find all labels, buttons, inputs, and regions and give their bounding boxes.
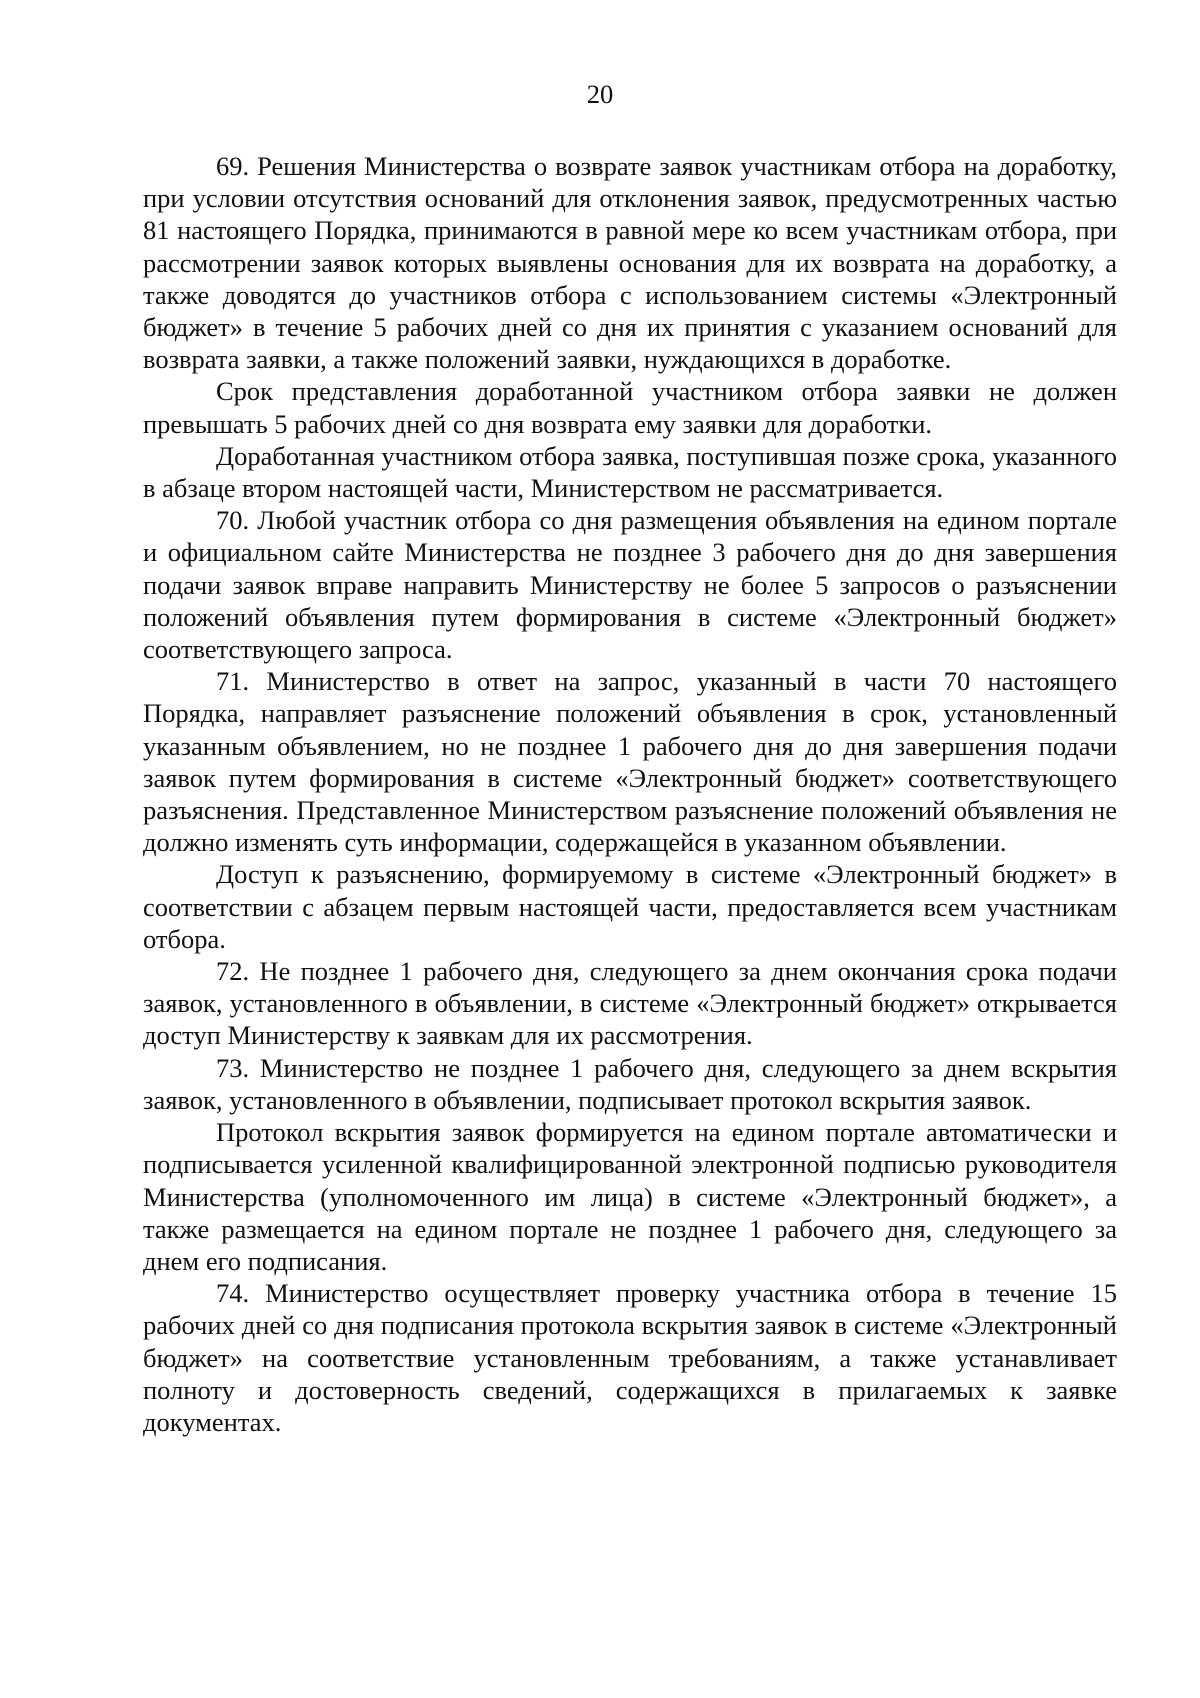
page-number: 20 — [586, 79, 614, 109]
paragraph-74: 74. Министерство осуществляет проверку участника отбора в течение 15 рабочих дней со дня подписания протокола вскрытия заявок в системе «Электронный бюджет» на соответствие установленным требованиям, а также устанавливает полноту и достоверность сведений, содержащихся в прилагаемых к заявке документах. — [143, 1278, 1117, 1437]
paragraph-72: 72. Не позднее 1 рабочего дня, следующего за днем окончания срока подачи заявок, установленного в объявлении, в системе «Электронный бюджет» открывается доступ Министерству к заявкам для их рассмотрения. — [143, 956, 1117, 1051]
paragraph-73-protocol: Протокол вскрытия заявок формируется на едином портале автоматически и подписывается усиленной квалифицированной электронной подписью руководителя Министерства (уполномоченного им лица) в системе «Электронный бюджет», а также размещается на едином портале не позднее 1 рабочего дня, следующего за днем его подписания. — [143, 1117, 1117, 1276]
document-body — [143, 150, 1117, 1438]
paragraph-73: 73. Министерство не позднее 1 рабочего дня, следующего за днем вскрытия заявок, установленного в объявлении, подписывает протокол вскрытия заявок. — [143, 1052, 1117, 1115]
paragraph-71: 71. Министерство в ответ на запрос, указанный в части 70 настоящего Порядка, направляет разъяснение положений объявления в срок, установленный указанным объявлением, но не позднее 1 рабочего дня до дня завершения подачи заявок путем формирования в системе «Электронный бюджет» соответствующего разъяснения. Представленное Министерством разъяснение положений объявления не должно изменять суть информации, содержащейся в указанном объявлении. — [143, 666, 1117, 858]
paragraph-71-access: Доступ к разъяснению, формируемому в системе «Электронный бюджет» в соответствии с абзацем первым настоящей части, предоставляется всем участникам отбора. — [143, 859, 1117, 954]
paragraph-69-deadline: Срок представления доработанной участником отбора заявки не должен превышать 5 рабочих дней со дня возврата ему заявки для доработки. — [143, 376, 1117, 439]
paragraph-69-late-submission: Доработанная участником отбора заявка, поступившая позже срока, указанного в абзаце втором настоящей части, Министерством не рассматривается. — [143, 440, 1117, 504]
paragraph-70: 70. Любой участник отбора со дня размещения объявления на едином портале и официальном сайте Министерства не позднее 3 рабочего дня до дня завершения подачи заявок вправе направить Министерству не более 5 запросов о разъяснении положений объявления путем формирования в системе «Электронный бюджет» соответствующего запроса. — [143, 505, 1117, 665]
paragraph-69: 69. Решения Министерства о возврате заявок участникам отбора на доработку, при условии отсутствия оснований для отклонения заявок, предусмотренных частью 81 настоящего Порядка, принимаются в равной мере ко всем участникам отбора, при рассмотрении заявок которых выявлены основания для их возврата на доработку, а также доводятся до участников отбора с использованием системы «Электронный бюджет» в течение 5 рабочих дней со дня их принятия с указанием оснований для возврата заявки, а также положений заявки, нуждающихся в доработке. — [143, 151, 1117, 375]
